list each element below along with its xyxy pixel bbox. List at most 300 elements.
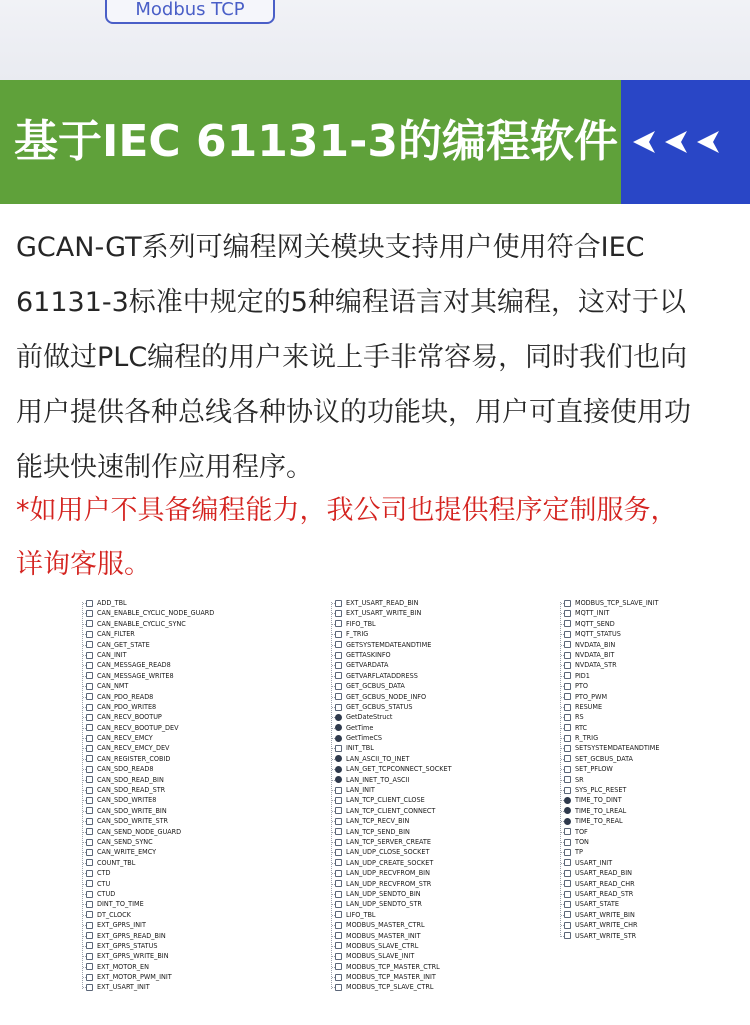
function-block-icon — [86, 662, 93, 669]
function-block-item[interactable] — [80, 754, 210, 764]
function-block-icon — [335, 683, 342, 690]
function-block-label: LAN_TCP_SEND_BIN — [346, 826, 410, 836]
function-block-label: MODBUS_TCP_MASTER_CTRL — [346, 961, 440, 971]
function-block-item[interactable] — [558, 816, 655, 826]
function-block-label: CAN_SDO_WRITE_STR — [97, 816, 169, 826]
function-block-icon — [564, 880, 571, 887]
function-block-label: DINT_TO_TIME — [97, 899, 144, 909]
function-block-icon — [564, 870, 571, 877]
function-block-icon — [335, 620, 342, 627]
function-block-label: PTO — [575, 681, 588, 691]
function-block-label: LAN_UDP_SENDTO_BIN — [346, 888, 421, 898]
function-block-item[interactable] — [329, 816, 448, 826]
function-block-item[interactable] — [80, 889, 210, 899]
function-block-icon — [86, 859, 93, 866]
function-block-label: LAN_UDP_RECVFROM_BIN — [346, 868, 430, 878]
function-block-item[interactable] — [329, 702, 448, 712]
function-block-label: EXT_USART_READ_BIN — [346, 598, 419, 607]
function-block-label: GETTASKINFO — [346, 649, 391, 659]
function-block-label: TOF — [575, 826, 588, 836]
function-block-item[interactable] — [80, 650, 210, 660]
function-block-icon — [335, 891, 342, 898]
function-block-label: CAN_RECV_EMCY_DEV — [97, 743, 170, 753]
function-block-icon — [86, 953, 93, 960]
function-block-item[interactable] — [558, 640, 655, 650]
function-block-icon — [335, 953, 342, 960]
function-block-item[interactable] — [558, 827, 655, 837]
function-block-icon — [335, 704, 342, 711]
intro-line: 61131-3标准中规定的5种编程语言对其编程，这对于以 — [16, 287, 686, 318]
function-block-icon — [86, 911, 93, 918]
function-block-label: RTC — [575, 722, 588, 732]
function-block-label: CAN_NMT — [97, 681, 129, 691]
function-block-item[interactable] — [80, 692, 210, 702]
function-icon — [335, 714, 342, 721]
function-block-icon — [86, 600, 93, 607]
function-block-item[interactable] — [329, 640, 448, 650]
function-block-label: USART_WRITE_STR — [575, 930, 637, 940]
function-block-item[interactable] — [558, 650, 655, 660]
function-block-item[interactable] — [558, 858, 655, 868]
function-block-icon — [335, 652, 342, 659]
function-block-label: NVDATA_STR — [575, 660, 617, 670]
function-block-label: CAN_RECV_EMCY — [97, 733, 153, 743]
function-block-item[interactable] — [558, 775, 655, 785]
function-block-item[interactable] — [80, 899, 210, 909]
function-block-item[interactable] — [558, 920, 655, 930]
function-block-item[interactable] — [329, 785, 448, 795]
function-block-label: CAN_SDO_READ_BIN — [97, 774, 164, 784]
function-block-item[interactable] — [329, 879, 448, 889]
function-block-label: GetTime — [346, 722, 374, 732]
function-block-label: LAN_UDP_CLOSE_SOCKET — [346, 847, 430, 857]
function-block-label: CTD — [97, 868, 111, 878]
function-block-label: EXT_GPRS_STATUS — [97, 940, 158, 950]
function-block-item[interactable] — [329, 889, 448, 899]
function-block-icon — [335, 859, 342, 866]
function-block-item[interactable] — [80, 733, 210, 743]
function-block-icon — [86, 797, 93, 804]
function-block-item[interactable] — [329, 899, 448, 909]
function-block-icon — [335, 662, 342, 669]
triple-left-arrow-icon — [633, 127, 725, 157]
function-block-item[interactable] — [80, 629, 210, 639]
function-block-label: CAN_ENABLE_CYCLIC_SYNC — [97, 618, 186, 628]
function-block-icon — [86, 672, 93, 679]
function-block-label: EXT_USART_WRITE_BIN — [346, 608, 422, 618]
function-block-label: GET_GCBUS_NODE_INFO — [346, 691, 427, 701]
function-block-icon — [564, 652, 571, 659]
function-block-label: RS — [575, 712, 584, 722]
function-block-icon — [564, 683, 571, 690]
function-block-label: LAN_TCP_SERVER_CREATE — [346, 836, 431, 846]
function-block-icon — [564, 766, 571, 773]
function-block-item[interactable] — [80, 619, 210, 629]
function-block-icon — [564, 891, 571, 898]
function-block-item[interactable] — [329, 598, 448, 608]
function-block-label: CAN_SDO_WRITE8 — [97, 795, 157, 805]
function-block-icon — [335, 974, 342, 981]
intro-line: 前做过PLC编程的用户来说上手非常容易，同时我们也向 — [16, 342, 688, 373]
function-block-label: CAN_WRITE_EMCY — [97, 847, 157, 857]
function-block-icon — [86, 755, 93, 762]
function-block-item[interactable] — [80, 764, 210, 774]
function-block-icon — [564, 620, 571, 627]
function-block-item[interactable] — [558, 879, 655, 889]
function-block-icon — [86, 724, 93, 731]
function-block-item[interactable] — [558, 795, 655, 805]
function-icon — [335, 724, 342, 731]
function-block-label: SET_GCBUS_DATA — [575, 753, 633, 763]
function-block-item[interactable] — [558, 681, 655, 691]
function-block-label: MODBUS_TCP_MASTER_INIT — [346, 972, 436, 982]
function-block-icon — [564, 693, 571, 700]
function-block-label: USART_READ_BIN — [575, 868, 632, 878]
function-block-item[interactable] — [558, 785, 655, 795]
function-block-item[interactable] — [558, 733, 655, 743]
function-block-label: MODBUS_TCP_SLAVE_CTRL — [346, 982, 434, 992]
function-block-icon — [335, 807, 342, 814]
function-block-label: TIME_TO_REAL — [575, 816, 623, 826]
function-block-icon — [335, 942, 342, 949]
function-block-item[interactable] — [329, 847, 448, 857]
function-block-item[interactable] — [329, 660, 448, 670]
function-block-icon — [335, 641, 342, 648]
function-block-icon — [564, 662, 571, 669]
function-block-label: GETVARFLATADDRESS — [346, 670, 418, 680]
function-block-item[interactable] — [558, 702, 655, 712]
function-block-label: TIME_TO_DINT — [575, 795, 622, 805]
modbus-tcp-button-label: Modbus TCP — [135, 0, 245, 20]
function-block-icon — [564, 704, 571, 711]
function-block-item[interactable] — [80, 816, 210, 826]
function-block-item[interactable] — [329, 608, 448, 618]
function-block-item[interactable] — [329, 920, 448, 930]
function-block-item[interactable] — [329, 972, 448, 982]
function-block-icon — [86, 891, 93, 898]
function-block-label: NVDATA_BIN — [575, 639, 616, 649]
function-block-item[interactable] — [80, 640, 210, 650]
function-block-item[interactable] — [329, 764, 452, 774]
function-block-label: MQTT_STATUS — [575, 629, 621, 639]
function-block-label: GETSYSTEMDATEANDTIME — [346, 639, 432, 649]
function-block-icon — [335, 818, 342, 825]
function-block-icon — [335, 984, 342, 991]
function-block-item[interactable] — [329, 775, 448, 785]
function-block-icon — [564, 735, 571, 742]
function-block-item[interactable] — [80, 931, 210, 941]
function-block-label: CAN_ENABLE_CYCLIC_NODE_GUARD — [97, 608, 215, 618]
function-block-label: RESUME — [575, 701, 603, 711]
function-block-item[interactable] — [558, 660, 655, 670]
function-block-item[interactable] — [558, 899, 655, 909]
function-block-icon — [564, 610, 571, 617]
function-block-item[interactable] — [329, 795, 448, 805]
function-block-item[interactable] — [329, 868, 448, 878]
function-block-item[interactable] — [80, 837, 210, 847]
function-block-label: USART_INIT — [575, 857, 613, 867]
function-block-item[interactable] — [329, 733, 448, 743]
function-block-item[interactable] — [329, 941, 448, 951]
function-block-item[interactable] — [329, 629, 448, 639]
function-block-label: PID1 — [575, 670, 590, 680]
function-block-icon — [335, 963, 342, 970]
function-block-list-2 — [329, 598, 452, 993]
function-block-item[interactable] — [80, 598, 210, 608]
function-block-label: LAN_UDP_RECVFROM_STR — [346, 878, 432, 888]
function-block-item[interactable] — [80, 868, 210, 878]
function-block-item[interactable] — [329, 743, 448, 753]
function-block-label: TIME_TO_LREAL — [575, 805, 627, 815]
function-block-item[interactable] — [80, 847, 210, 857]
function-block-item[interactable] — [329, 671, 448, 681]
function-block-label: MODBUS_MASTER_CTRL — [346, 920, 425, 930]
function-block-item[interactable] — [80, 785, 210, 795]
function-block-item[interactable] — [558, 868, 655, 878]
function-block-item[interactable] — [80, 775, 210, 785]
function-block-icon — [86, 735, 93, 742]
function-icon — [335, 766, 342, 773]
function-block-icon — [335, 600, 342, 607]
function-block-item[interactable] — [558, 743, 660, 753]
function-block-icon — [335, 672, 342, 679]
function-block-icon — [335, 787, 342, 794]
function-block-label: LAN_TCP_CLIENT_CONNECT — [346, 805, 436, 815]
function-block-icon — [86, 652, 93, 659]
function-block-icon — [86, 922, 93, 929]
function-block-item[interactable] — [80, 671, 210, 681]
function-block-label: CAN_MESSAGE_WRITE8 — [97, 670, 174, 680]
function-block-item[interactable] — [329, 806, 448, 816]
function-block-item[interactable] — [80, 681, 210, 691]
function-icon — [335, 776, 342, 783]
function-block-icon — [86, 880, 93, 887]
function-block-label: MODBUS_MASTER_INIT — [346, 930, 421, 940]
function-block-icon — [86, 776, 93, 783]
function-block-item[interactable] — [558, 889, 655, 899]
function-block-label: LAN_INIT — [346, 785, 375, 795]
function-block-item[interactable] — [329, 858, 448, 868]
function-block-icon — [335, 839, 342, 846]
function-block-item[interactable] — [329, 712, 448, 722]
function-block-icon — [335, 901, 342, 908]
function-block-list-3 — [558, 598, 660, 941]
function-block-item[interactable] — [80, 660, 210, 670]
function-block-icon — [86, 901, 93, 908]
function-block-label: LAN_GET_TCPCONNECT_SOCKET — [346, 764, 452, 774]
function-block-icon — [86, 714, 93, 721]
function-block-label: TON — [575, 836, 589, 846]
function-block-label: EXT_USART_INIT — [97, 982, 150, 992]
function-block-icon — [86, 974, 93, 981]
function-block-label: USART_WRITE_CHR — [575, 920, 638, 930]
function-block-label: CAN_RECV_BOOTUP — [97, 712, 162, 722]
function-block-item[interactable] — [329, 619, 448, 629]
function-block-label: CAN_PDO_READ8 — [97, 691, 154, 701]
function-block-label: ADD_TBL — [97, 598, 127, 607]
function-block-label: EXT_GPRS_READ_BIN — [97, 930, 166, 940]
function-block-label: LAN_TCP_CLIENT_CLOSE — [346, 795, 425, 805]
function-block-label: SYS_PLC_RESET — [575, 785, 627, 795]
function-block-icon — [335, 631, 342, 638]
function-block-icon — [564, 787, 571, 794]
function-block-item[interactable] — [80, 879, 210, 889]
function-block-label: USART_WRITE_BIN — [575, 909, 635, 919]
function-block-label: MQTT_SEND — [575, 618, 615, 628]
function-block-item[interactable] — [329, 692, 448, 702]
function-block-item[interactable] — [558, 847, 655, 857]
function-block-item[interactable] — [558, 723, 655, 733]
function-block-item[interactable] — [80, 702, 210, 712]
function-block-icon — [564, 755, 571, 762]
function-block-label: CAN_SDO_READ_STR — [97, 785, 166, 795]
function-block-label: CAN_FILTER — [97, 629, 135, 639]
function-block-item[interactable] — [329, 910, 448, 920]
function-block-icon — [564, 714, 571, 721]
function-block-label: EXT_MOTOR_EN — [97, 961, 149, 971]
function-block-icon — [564, 911, 571, 918]
function-block-item[interactable] — [558, 754, 655, 764]
function-icon — [564, 807, 571, 814]
function-block-icon — [86, 839, 93, 846]
function-block-item[interactable] — [329, 681, 448, 691]
function-block-icon — [564, 828, 571, 835]
function-block-label: EXT_GPRS_WRITE_BIN — [97, 951, 169, 961]
modbus-tcp-button[interactable] — [105, 0, 275, 24]
function-block-label: LAN_UDP_SENDTO_STR — [346, 899, 422, 909]
function-block-icon — [335, 911, 342, 918]
function-block-item[interactable] — [80, 910, 210, 920]
function-block-item[interactable] — [80, 982, 210, 992]
function-block-item[interactable] — [80, 723, 210, 733]
function-block-label: USART_STATE — [575, 899, 619, 909]
function-block-item[interactable] — [80, 941, 210, 951]
function-block-label: LAN_INET_TO_ASCII — [346, 774, 410, 784]
function-block-icon — [86, 704, 93, 711]
function-block-item[interactable] — [329, 982, 448, 992]
function-block-icon — [86, 932, 93, 939]
function-block-item[interactable] — [329, 837, 448, 847]
function-block-item[interactable] — [80, 827, 210, 837]
function-block-item[interactable] — [558, 931, 655, 941]
function-block-icon — [86, 818, 93, 825]
custom-service-note — [16, 484, 736, 592]
function-block-item[interactable] — [558, 671, 655, 681]
function-block-icon — [564, 776, 571, 783]
function-block-label: CAN_SDO_READ8 — [97, 764, 154, 774]
function-block-item[interactable] — [329, 754, 448, 764]
function-block-item[interactable] — [329, 962, 448, 972]
function-block-label: CAN_PDO_WRITE8 — [97, 701, 157, 711]
function-block-label: PTO_PWM — [575, 691, 608, 701]
function-block-item[interactable] — [558, 629, 655, 639]
function-block-icon — [564, 631, 571, 638]
function-block-icon — [335, 870, 342, 877]
function-block-icon — [564, 901, 571, 908]
function-block-item[interactable] — [558, 608, 655, 618]
function-block-item[interactable] — [80, 858, 210, 868]
function-block-item[interactable] — [80, 795, 210, 805]
function-block-icon — [564, 922, 571, 929]
function-block-label: F_TRIG — [346, 629, 369, 639]
function-block-item[interactable] — [80, 712, 210, 722]
function-block-label: CAN_GET_STATE — [97, 639, 150, 649]
function-icon — [564, 818, 571, 825]
function-block-item[interactable] — [558, 619, 655, 629]
function-block-label: EXT_MOTOR_PWM_INIT — [97, 972, 172, 982]
function-block-item[interactable] — [329, 951, 448, 961]
function-block-item[interactable] — [329, 650, 448, 660]
function-block-icon — [86, 807, 93, 814]
function-block-label: LAN_ASCII_TO_INET — [346, 753, 410, 763]
function-block-icon — [86, 984, 93, 991]
intro-line: 能块快速制作应用程序。 — [16, 452, 313, 483]
function-block-item[interactable] — [80, 951, 210, 961]
function-block-label: CTU — [97, 878, 111, 888]
function-block-icon — [564, 745, 571, 752]
function-block-label: CAN_MESSAGE_READ8 — [97, 660, 171, 670]
function-block-item[interactable] — [80, 962, 210, 972]
function-block-icon — [335, 797, 342, 804]
function-block-icon — [564, 600, 571, 607]
function-block-icon — [564, 724, 571, 731]
function-block-item[interactable] — [558, 712, 655, 722]
function-block-item[interactable] — [80, 972, 210, 982]
function-block-icon — [564, 839, 571, 846]
function-block-label: DT_CLOCK — [97, 909, 131, 919]
note-line: 详询客服。 — [16, 549, 151, 580]
intro-paragraph — [16, 220, 736, 495]
intro-line: 用户提供各种总线各种协议的功能块，用户可直接使用功 — [16, 397, 691, 428]
function-block-label: EXT_GPRS_INIT — [97, 920, 146, 930]
function-block-icon — [86, 631, 93, 638]
function-block-item[interactable] — [558, 764, 655, 774]
function-block-icon — [86, 641, 93, 648]
function-block-label: GET_GCBUS_STATUS — [346, 701, 413, 711]
function-block-icon — [335, 880, 342, 887]
function-block-item[interactable] — [558, 692, 655, 702]
section-title: 基于IEC 61131-3的编程软件 — [14, 116, 618, 167]
function-block-icon — [86, 963, 93, 970]
function-block-item[interactable] — [558, 806, 655, 816]
function-block-item[interactable] — [329, 931, 448, 941]
function-block-label: CTUD — [97, 888, 116, 898]
function-block-label: GET_GCBUS_DATA — [346, 681, 405, 691]
function-block-item[interactable] — [329, 723, 448, 733]
function-block-list-1 — [80, 598, 215, 993]
function-block-label: GETVARDATA — [346, 660, 389, 670]
function-block-item[interactable] — [558, 910, 655, 920]
function-block-label: SETSYSTEMDATEANDTIME — [575, 743, 660, 753]
function-block-icon — [86, 610, 93, 617]
function-block-icon — [86, 787, 93, 794]
function-block-icon — [86, 683, 93, 690]
function-block-item[interactable] — [80, 920, 210, 930]
function-block-item[interactable] — [80, 608, 215, 618]
function-block-item[interactable] — [329, 827, 448, 837]
function-block-icon — [335, 745, 342, 752]
function-block-item[interactable] — [80, 806, 210, 816]
function-block-label: MODBUS_SLAVE_INIT — [346, 951, 415, 961]
function-block-item[interactable] — [558, 598, 659, 608]
function-block-item[interactable] — [558, 837, 655, 847]
function-block-icon — [86, 849, 93, 856]
function-block-icon — [564, 859, 571, 866]
function-block-icon — [564, 672, 571, 679]
function-block-item[interactable] — [80, 743, 210, 753]
function-icon — [335, 735, 342, 742]
function-block-label: CAN_SEND_SYNC — [97, 836, 153, 846]
